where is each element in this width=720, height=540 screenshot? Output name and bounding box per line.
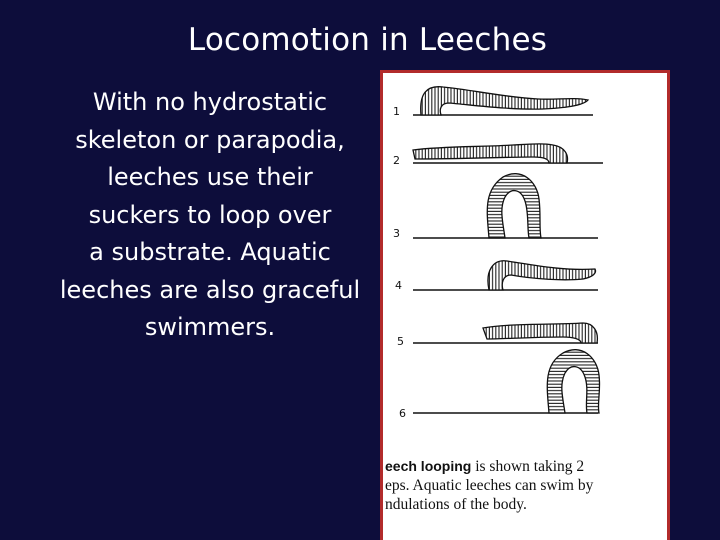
step-number: 6 [399, 407, 406, 420]
caption-line [385, 457, 670, 476]
leech-step-3 [413, 174, 598, 238]
leech-step-1 [413, 87, 593, 115]
body-line: a substrate. Aquatic [89, 238, 331, 266]
body-line: skeleton or parapodia, [75, 125, 345, 154]
step-number: 5 [397, 335, 404, 348]
body-line: leeches use their [107, 163, 313, 191]
step-number: 3 [393, 227, 400, 240]
caption-text: is shown taking 2 [471, 458, 585, 475]
body-text [40, 84, 380, 347]
figure-caption [385, 457, 670, 514]
leech-looping-figure [380, 70, 670, 540]
leech-step-2 [413, 144, 603, 163]
step-number: 1 [393, 105, 400, 118]
slide-title: Locomotion in Leeches [187, 22, 548, 58]
caption-line: ndulations of the body. [385, 496, 527, 513]
body-line: swimmers. [144, 313, 276, 341]
body-line: leeches are also graceful [59, 275, 361, 304]
step-number: 2 [393, 154, 400, 167]
caption-bold-term: eech looping [385, 458, 472, 474]
caption-line: eps. Aquatic leeches can swim by [385, 477, 594, 494]
body-line: With no hydrostatic [92, 88, 328, 116]
leech-step-4 [413, 261, 598, 290]
leech-step-5 [413, 323, 598, 343]
step-number: 4 [395, 279, 402, 292]
body-line: suckers to loop over [88, 200, 332, 229]
leech-step-6 [413, 350, 600, 413]
